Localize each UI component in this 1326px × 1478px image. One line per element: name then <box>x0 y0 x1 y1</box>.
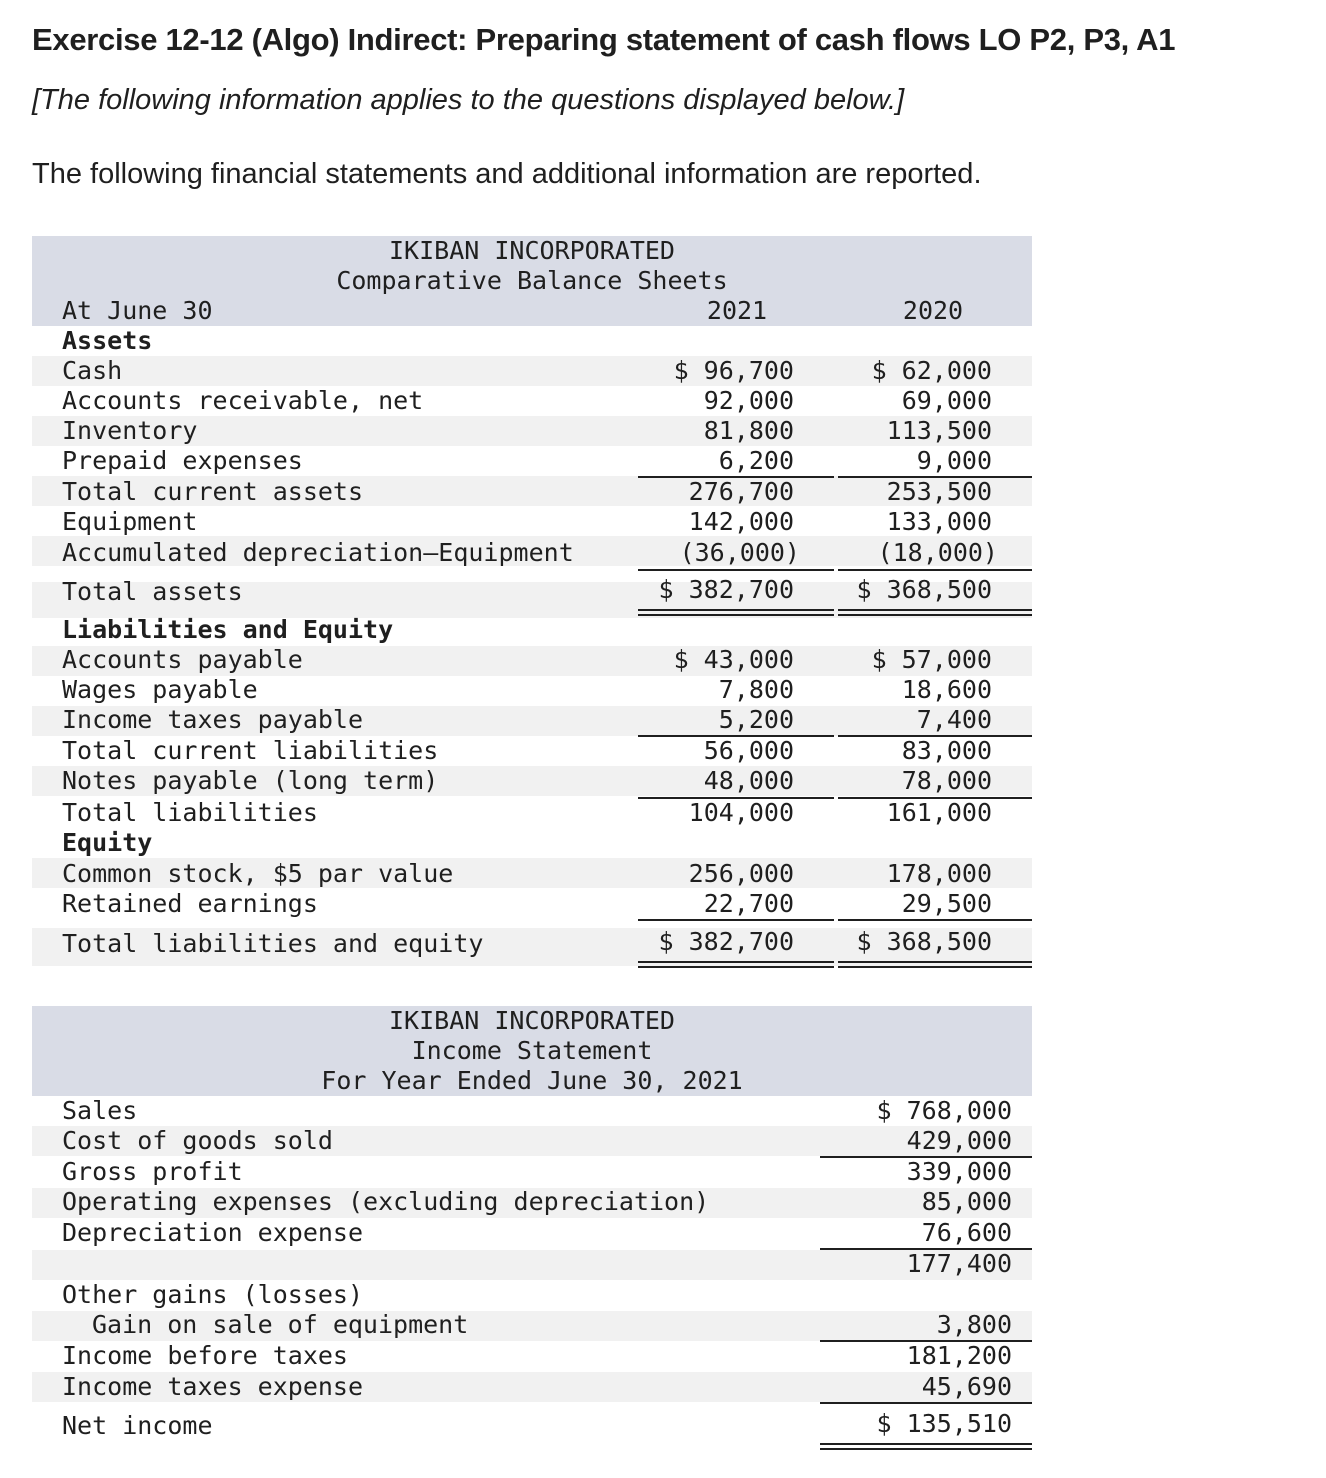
double-underline <box>638 609 834 616</box>
underline <box>838 919 1032 921</box>
is-company: IKIBAN INCORPORATED <box>389 1006 675 1035</box>
exercise-title: Exercise 12-12 (Algo) Indirect: Preparing statement of cash flows LO P2, P3, A1 <box>32 22 1176 57</box>
double-underline <box>838 609 1032 616</box>
intro-text: The following financial statements and additional information are reported. <box>32 158 982 190</box>
liabilities-header: Liabilities and Equity <box>62 615 394 644</box>
underline <box>638 569 834 571</box>
is-title: Income Statement <box>411 1036 653 1065</box>
underline <box>820 1402 1032 1404</box>
bs-company: IKIBAN INCORPORATED <box>389 236 675 265</box>
assets-header: Assets <box>62 326 153 355</box>
underline <box>638 919 834 921</box>
bs-title: Comparative Balance Sheets <box>336 266 728 295</box>
is-period: For Year Ended June 30, 2021 <box>321 1066 743 1095</box>
applies-note: [The following information applies to the questions displayed below.] <box>32 84 905 116</box>
underline <box>838 569 1032 571</box>
bs-col-2020: 2020 <box>902 296 964 325</box>
bs-date-label: At June 30 <box>62 296 213 325</box>
balance-sheet: IKIBAN INCORPORATED Comparative Balance Sheets At June 30 2021 2020 Assets Cash $ 96,700 $ 62,000 Accounts receivable, net 92,000 69,000 Inventory 81,800 113,500 Prepaid expenses 6,200 9,000 Total current assets 276,700 253,500 Equipment 142,000 133,000 Accumulated depreciation—Equipment (36,000) (18,000) Total assets $ 382,700 $ 368,500 Liabilities and Equity Accounts payable $ 43,000 $ 57,000 Wages payable 7,800 18,600 Income taxes payable 5,200 7,400 Total current liabilities 56,000 83,000 Notes payable (long term) 48,000 78,000 Total liabilities 104,000 161,000 Equity Common stock, $5 par value 256,000 178,000 Retained earnings 22,700 29,500 Total liabilities and equity $ 382,700 $ 368,500 <box>32 236 1032 966</box>
double-underline <box>638 961 834 968</box>
equity-header: Equity <box>62 828 153 857</box>
double-underline <box>838 961 1032 968</box>
bs-col-2021: 2021 <box>706 296 768 325</box>
double-underline <box>820 1443 1032 1450</box>
income-statement: IKIBAN INCORPORATED Income Statement For Year Ended June 30, 2021 Sales $ 768,000 Cost of goods sold 429,000 Gross profit 339,000 Operating expenses (excluding depreciation) 85,000 Depreciation expense 76,600 177,400 Other gains (losses) Gain on sale of equipment 3,800 Income before taxes 181,200 Income taxes expense 45,690 Net income $ 135,510 <box>32 1006 1032 1456</box>
